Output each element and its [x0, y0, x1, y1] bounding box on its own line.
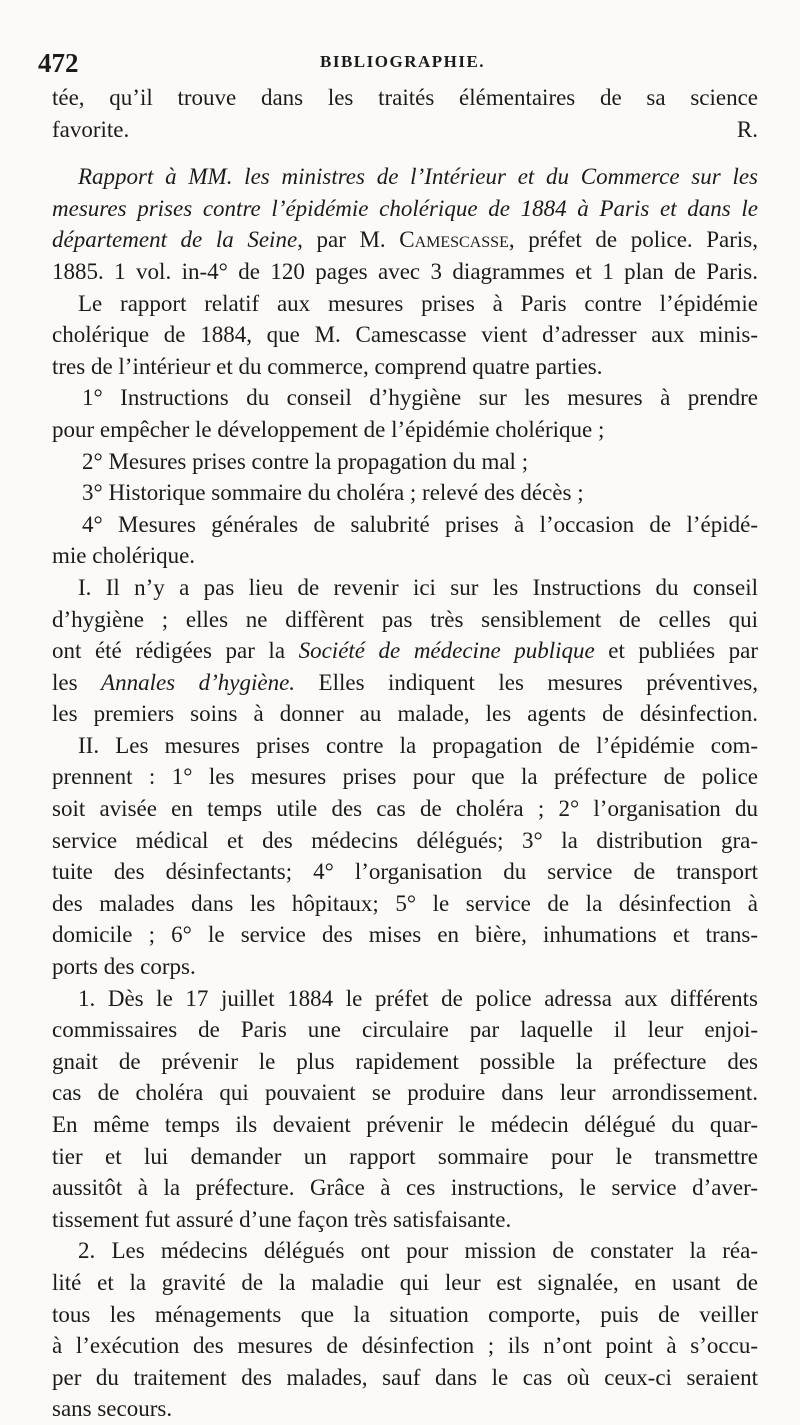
line-text: gnait de prévenir le plus rapidement possible la préfecture des [52, 1048, 758, 1074]
line-text: à l’exécution des mesures de désinfection ; ils n’ont point à s’occu- [52, 1333, 758, 1359]
italic-text: Rapport à MM. les ministres de l’Intérieur et du Commerce sur les [78, 164, 758, 190]
text-line [52, 540, 758, 572]
line-text: domicile ; 6° le service des mises en bière, inhumations et trans- [52, 922, 758, 948]
line-text: aussitôt à la préfecture. Grâce à ces instructions, le service d’aver- [52, 1175, 758, 1201]
italic-text: Annales d’hygiène. [101, 669, 296, 695]
text-line [52, 1172, 758, 1204]
line-text: commissaires de Paris une circulaire par laquelle il leur enjoi- [52, 1017, 758, 1043]
line-text: tous les ménagements que la situation comporte, puis de veiller [52, 1301, 758, 1327]
italic-text: Société de médecine publique [298, 638, 595, 664]
line-text: I. Il n’y a pas lieu de revenir ici sur les Instructions du conseil [78, 574, 758, 600]
text-line [52, 572, 758, 604]
line-text: les premiers soins à donner au malade, les agents de désinfection. [52, 701, 758, 727]
line-text: En même temps ils devaient prévenir le médecin délégué du quar- [52, 1112, 758, 1137]
text-line [52, 604, 758, 636]
line-text: sans secours. [52, 1396, 173, 1422]
line-text: 2° Mesures prises contre la propagation du mal ; [82, 448, 529, 474]
text-line [52, 114, 758, 146]
text-line [52, 1393, 758, 1425]
line-text: cas de choléra qui pouvaient se produire dans leur arrondissement. [52, 1080, 758, 1106]
line-text: mie cholérique. [52, 543, 196, 569]
author-name: Camescasse [399, 227, 509, 253]
line-text: et publiées par [594, 638, 759, 664]
text-line [52, 414, 758, 446]
line-text: 1° Instructions du conseil d’hygiène sur les mesures à prendre [82, 385, 758, 411]
text-line [52, 256, 758, 288]
text-line [52, 1267, 758, 1299]
line-text: d’hygiène ; elles ne diffèrent pas très sensiblement de celles qui [52, 606, 758, 632]
text-line [52, 730, 758, 762]
line-text: Le rapport relatif aux mesures prises à Paris contre l’épidémie [78, 290, 758, 316]
text-line [52, 635, 758, 667]
line-text: pour empêcher le développement de l’épidémie cholérique ; [52, 416, 605, 442]
text-line [52, 161, 758, 193]
line-text: soit avisée en temps utile des cas de choléra ; 2° l’organisation du [52, 796, 758, 822]
line-text: 4° Mesures générales de salubrité prises à l’occasion de l’épidé- [82, 511, 758, 537]
line-text: 1. Dès le 17 juillet 1884 le préfet de police adressa aux différents [78, 985, 758, 1011]
text-line [52, 888, 758, 920]
text-line [52, 1109, 758, 1141]
section-gap [52, 145, 758, 161]
text-line [52, 477, 758, 509]
text-line [52, 382, 758, 414]
line-text: prennent : 1° les mesures prises pour que la préfecture de police [52, 764, 758, 790]
text-line [52, 82, 758, 114]
text-line [52, 288, 758, 320]
line-text: tres de l’intérieur et du commerce, comprend quatre parties. [52, 353, 603, 379]
line-text: II. Les mesures prises contre la propagation de l’épidémie com- [78, 732, 758, 758]
text-line [52, 983, 758, 1015]
text-line [52, 1077, 758, 1109]
italic-text: département de la Seine, [52, 227, 303, 253]
text-line [52, 224, 758, 256]
line-text: tée, qu’il trouve dans les traités élémentaires de sa science [52, 85, 758, 110]
line-text: cholérique de 1884, que M. Camescasse vient d’adresser aux minis- [52, 322, 758, 348]
review-signature: R. [736, 116, 758, 142]
text-line [52, 1046, 758, 1078]
text-line [52, 698, 758, 730]
text-line [52, 919, 758, 951]
line-text: 1885. 1 vol. in-4° de 120 pages avec 3 diagrammes et 1 plan de Paris. [52, 258, 758, 284]
line-text: tissement fut assuré d’une façon très satisfaisante. [52, 1206, 512, 1232]
line-text: des malades dans les hôpitaux; 5° le service de la désinfection à [52, 890, 758, 916]
line-text: , préfet de police. Paris, [508, 227, 759, 253]
text-line [52, 951, 758, 983]
text-line [52, 509, 758, 541]
text-line [52, 1235, 758, 1267]
line-text: 3° Historique sommaire du choléra ; relevé des décès ; [82, 480, 584, 506]
text-line [52, 1014, 758, 1046]
page-number: 472 [38, 48, 79, 78]
text-line [52, 1299, 758, 1331]
line-text: tuite des désinfectants; 4° l’organisation du service de transport [52, 859, 758, 885]
text-line [52, 856, 758, 888]
page-body [52, 82, 758, 1425]
line-text: les [52, 669, 102, 695]
running-title: BIBLIOGRAPHIE. [320, 52, 486, 71]
text-line [52, 193, 758, 225]
italic-text: mesures prises contre l’épidémie cholérique de 1884 à Paris et dans le [52, 195, 758, 221]
text-line [52, 761, 758, 793]
text-line [52, 351, 758, 383]
text-line [52, 1330, 758, 1362]
line-text: favorite. [52, 116, 130, 142]
line-text: Elles indiquent les mesures préventives, [295, 669, 758, 695]
line-text: service médical et des médecins délégués; 3° la distribution gra- [52, 827, 758, 853]
line-text: tier et lui demander un rapport sommaire pour le transmettre [52, 1143, 758, 1169]
line-text: par M. [302, 227, 400, 253]
text-line [52, 793, 758, 825]
line-text: ports des corps. [52, 954, 196, 980]
text-line [52, 1362, 758, 1394]
text-line [52, 667, 758, 699]
line-text: ont été rédigées par la [52, 638, 299, 664]
line-text: per du traitement des malades, sauf dans le cas où ceux-ci seraient [52, 1364, 758, 1390]
text-line [52, 1141, 758, 1173]
text-line [52, 319, 758, 351]
line-text: lité et la gravité de la maladie qui leur est signalée, en usant de [52, 1269, 758, 1295]
text-line [52, 446, 758, 478]
text-line [52, 825, 758, 857]
text-line [52, 1204, 758, 1236]
line-text: 2. Les médecins délégués ont pour mission de constater la réa- [78, 1238, 758, 1264]
